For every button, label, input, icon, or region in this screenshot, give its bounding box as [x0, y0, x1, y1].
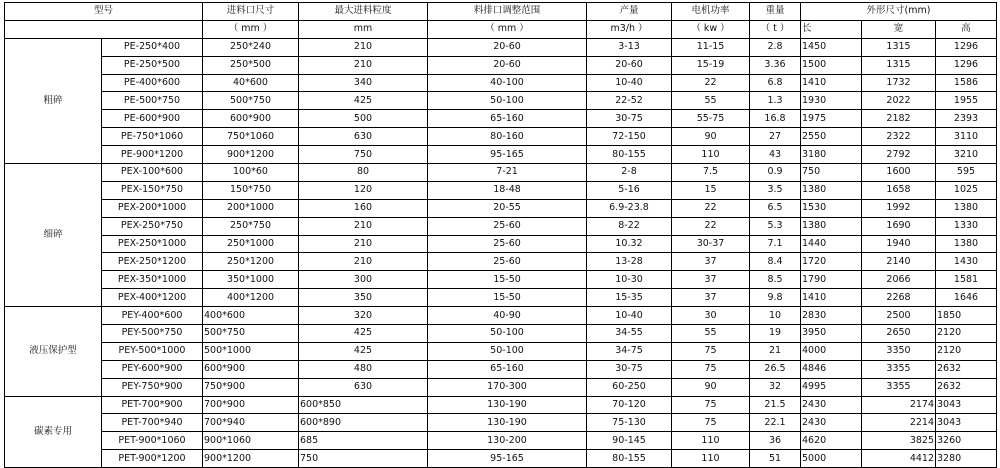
cell-weight: 26.5: [750, 360, 801, 378]
cell-motor-power: 37: [672, 271, 750, 289]
header-model: 型号: [5, 3, 203, 21]
cell-max-feed: 210: [299, 253, 428, 271]
cell-model: PEX-150*750: [102, 181, 203, 199]
cell-model: PET-900*1060: [102, 432, 203, 450]
cell-weight: 10: [750, 307, 801, 325]
cell-height: 1330: [936, 217, 997, 235]
cell-capacity: 10-40: [587, 74, 672, 92]
unit-discharge: （ mm ）: [428, 20, 587, 38]
spec-table: [4, 2, 997, 468]
cell-width: 3355: [862, 360, 936, 378]
cell-width: 2182: [862, 110, 936, 128]
cell-length: 750: [801, 164, 862, 182]
cell-length: 1410: [801, 74, 862, 92]
header-model-blank: [5, 20, 203, 38]
cell-model: PEY-500*750: [102, 325, 203, 343]
cell-length: 2550: [801, 128, 862, 146]
cell-motor-power: 90: [672, 378, 750, 396]
cell-height: 3260: [936, 432, 997, 450]
cell-feed-opening: 250*1200: [203, 253, 299, 271]
cell-length: 1500: [801, 56, 862, 74]
cell-capacity: 60-250: [587, 378, 672, 396]
cell-height: 3110: [936, 128, 997, 146]
table-row: [5, 74, 997, 92]
cell-motor-power: 110: [672, 146, 750, 164]
cell-model: PEX-250*750: [102, 217, 203, 235]
cell-model: PET-700*900: [102, 396, 203, 414]
cell-discharge: 25-60: [428, 217, 587, 235]
cell-model: PE-900*1200: [102, 146, 203, 164]
table-row: [5, 110, 997, 128]
cell-discharge: 65-160: [428, 110, 587, 128]
cell-height: 3210: [936, 146, 997, 164]
cell-motor-power: 15-19: [672, 56, 750, 74]
cell-length: 1975: [801, 110, 862, 128]
cell-length: 4846: [801, 360, 862, 378]
table-row: [5, 360, 997, 378]
cell-capacity: 34-55: [587, 325, 672, 343]
cell-width: 2066: [862, 271, 936, 289]
cell-max-feed: 425: [299, 325, 428, 343]
cell-length: 2830: [801, 307, 862, 325]
cell-capacity: 70-120: [587, 396, 672, 414]
header-row-2: [5, 20, 997, 38]
cell-width: 1600: [862, 164, 936, 182]
cell-length: 2430: [801, 414, 862, 432]
cell-motor-power: 110: [672, 432, 750, 450]
cell-capacity: 22-52: [587, 92, 672, 110]
cell-width: 1690: [862, 217, 936, 235]
cell-height: 2632: [936, 378, 997, 396]
cell-weight: 51: [750, 450, 801, 468]
cell-discharge: 130-190: [428, 414, 587, 432]
cell-max-feed: 210: [299, 38, 428, 56]
header-feed-opening: 进料口尺寸: [203, 3, 299, 21]
cell-capacity: 30-75: [587, 110, 672, 128]
cell-max-feed: 300: [299, 271, 428, 289]
cell-feed-opening: 750*900: [203, 378, 299, 396]
cell-discharge: 130-200: [428, 432, 587, 450]
cell-discharge: 95-165: [428, 450, 587, 468]
cell-weight: 32: [750, 378, 801, 396]
cell-length: 4620: [801, 432, 862, 450]
cell-max-feed: 120: [299, 181, 428, 199]
cell-feed-opening: 100*60: [203, 164, 299, 182]
cell-capacity: 80-155: [587, 146, 672, 164]
cell-max-feed: 750: [299, 146, 428, 164]
cell-motor-power: 110: [672, 450, 750, 468]
cell-discharge: 40-90: [428, 307, 587, 325]
cell-width: 2268: [862, 289, 936, 307]
cell-feed-opening: 600*900: [203, 110, 299, 128]
cell-discharge: 20-60: [428, 38, 587, 56]
group-label: 粗碎: [5, 38, 102, 163]
cell-model: PEX-350*1000: [102, 271, 203, 289]
table-row: [5, 56, 997, 74]
cell-motor-power: 37: [672, 253, 750, 271]
cell-discharge: 15-50: [428, 289, 587, 307]
header-discharge: 料排口调整范围: [428, 3, 587, 21]
unit-height: 高: [936, 20, 997, 38]
cell-width: 2650: [862, 325, 936, 343]
cell-motor-power: 55-75: [672, 110, 750, 128]
table-row: [5, 146, 997, 164]
cell-motor-power: 75: [672, 414, 750, 432]
cell-model: PE-400*600: [102, 74, 203, 92]
cell-length: 1380: [801, 217, 862, 235]
cell-motor-power: 7.5: [672, 164, 750, 182]
cell-feed-opening: 700*940: [203, 414, 299, 432]
cell-height: 1581: [936, 271, 997, 289]
cell-height: 1025: [936, 181, 997, 199]
cell-motor-power: 55: [672, 325, 750, 343]
header-motor-power: 电机功率: [672, 3, 750, 21]
cell-model: PET-900*1200: [102, 450, 203, 468]
cell-weight: 22.1: [750, 414, 801, 432]
cell-height: 1380: [936, 199, 997, 217]
cell-feed-opening: 750*1060: [203, 128, 299, 146]
cell-weight: 36: [750, 432, 801, 450]
cell-feed-opening: 400*600: [203, 307, 299, 325]
cell-weight: 3.36: [750, 56, 801, 74]
table-row: [5, 325, 997, 343]
cell-motor-power: 90: [672, 128, 750, 146]
cell-capacity: 10-30: [587, 271, 672, 289]
table-row: [5, 378, 997, 396]
group-label: 细碎: [5, 164, 102, 307]
cell-discharge: 7-21: [428, 164, 587, 182]
cell-model: PE-600*900: [102, 110, 203, 128]
cell-feed-opening: 250*240: [203, 38, 299, 56]
table-row: [5, 253, 997, 271]
cell-length: 1450: [801, 38, 862, 56]
cell-weight: 9.8: [750, 289, 801, 307]
cell-height: 1955: [936, 92, 997, 110]
table-row: [5, 199, 997, 217]
header-row-1: [5, 3, 997, 21]
cell-motor-power: 75: [672, 342, 750, 360]
table-row: [5, 164, 997, 182]
table-row: [5, 217, 997, 235]
cell-feed-opening: 250*1000: [203, 235, 299, 253]
table-row: [5, 181, 997, 199]
cell-discharge: 20-60: [428, 56, 587, 74]
cell-discharge: 50-100: [428, 92, 587, 110]
cell-max-feed: 600*890: [299, 414, 428, 432]
cell-weight: 0.9: [750, 164, 801, 182]
cell-width: 3350: [862, 342, 936, 360]
cell-discharge: 130-190: [428, 396, 587, 414]
cell-weight: 3.5: [750, 181, 801, 199]
cell-weight: 43: [750, 146, 801, 164]
cell-weight: 7.1: [750, 235, 801, 253]
cell-capacity: 20-60: [587, 56, 672, 74]
cell-length: 2430: [801, 396, 862, 414]
cell-max-feed: 500: [299, 110, 428, 128]
cell-feed-opening: 900*1200: [203, 146, 299, 164]
cell-motor-power: 75: [672, 360, 750, 378]
cell-feed-opening: 150*750: [203, 181, 299, 199]
cell-capacity: 10.32: [587, 235, 672, 253]
cell-motor-power: 37: [672, 289, 750, 307]
cell-length: 4995: [801, 378, 862, 396]
cell-model: PEX-400*1200: [102, 289, 203, 307]
cell-capacity: 3-13: [587, 38, 672, 56]
cell-height: 1296: [936, 38, 997, 56]
table-row: [5, 450, 997, 468]
cell-width: 1315: [862, 38, 936, 56]
cell-model: PET-700*940: [102, 414, 203, 432]
cell-feed-opening: 250*500: [203, 56, 299, 74]
cell-height: 2120: [936, 325, 997, 343]
cell-weight: 8.5: [750, 271, 801, 289]
cell-motor-power: 15: [672, 181, 750, 199]
cell-width: 1732: [862, 74, 936, 92]
cell-height: 3043: [936, 396, 997, 414]
cell-width: 2022: [862, 92, 936, 110]
unit-width: 宽: [862, 20, 936, 38]
cell-weight: 16.8: [750, 110, 801, 128]
cell-capacity: 80-155: [587, 450, 672, 468]
table-row: [5, 235, 997, 253]
cell-feed-opening: 200*1000: [203, 199, 299, 217]
cell-motor-power: 22: [672, 199, 750, 217]
cell-feed-opening: 350*1000: [203, 271, 299, 289]
unit-motor-power: （ kw ）: [672, 20, 750, 38]
cell-weight: 21.5: [750, 396, 801, 414]
cell-width: 2792: [862, 146, 936, 164]
cell-max-feed: 210: [299, 235, 428, 253]
cell-model: PE-750*1060: [102, 128, 203, 146]
cell-motor-power: 11-15: [672, 38, 750, 56]
spec-table-body: [5, 3, 997, 468]
cell-weight: 27: [750, 128, 801, 146]
cell-height: 1646: [936, 289, 997, 307]
cell-width: 3825: [862, 432, 936, 450]
cell-capacity: 30-75: [587, 360, 672, 378]
cell-capacity: 72-150: [587, 128, 672, 146]
cell-feed-opening: 900*1200: [203, 450, 299, 468]
cell-capacity: 15-35: [587, 289, 672, 307]
cell-width: 4412: [862, 450, 936, 468]
cell-max-feed: 480: [299, 360, 428, 378]
cell-discharge: 95-165: [428, 146, 587, 164]
cell-max-feed: 210: [299, 217, 428, 235]
cell-max-feed: 630: [299, 128, 428, 146]
table-row: [5, 38, 997, 56]
cell-discharge: 20-55: [428, 199, 587, 217]
cell-width: 1992: [862, 199, 936, 217]
cell-feed-opening: 900*1060: [203, 432, 299, 450]
cell-length: 1930: [801, 92, 862, 110]
cell-capacity: 34-75: [587, 342, 672, 360]
cell-capacity: 90-145: [587, 432, 672, 450]
cell-discharge: 40-100: [428, 74, 587, 92]
cell-weight: 21: [750, 342, 801, 360]
cell-max-feed: 340: [299, 74, 428, 92]
cell-model: PEX-200*1000: [102, 199, 203, 217]
cell-model: PEX-100*600: [102, 164, 203, 182]
cell-length: 1410: [801, 289, 862, 307]
cell-height: 1430: [936, 253, 997, 271]
cell-length: 1380: [801, 181, 862, 199]
cell-feed-opening: 400*1200: [203, 289, 299, 307]
cell-height: 595: [936, 164, 997, 182]
cell-height: 2393: [936, 110, 997, 128]
cell-length: 1790: [801, 271, 862, 289]
cell-length: 1440: [801, 235, 862, 253]
cell-weight: 1.3: [750, 92, 801, 110]
cell-feed-opening: 500*1000: [203, 342, 299, 360]
cell-weight: 5.3: [750, 217, 801, 235]
unit-max-feed: mm: [299, 20, 428, 38]
cell-model: PEY-750*900: [102, 378, 203, 396]
cell-max-feed: 320: [299, 307, 428, 325]
cell-feed-opening: 500*750: [203, 92, 299, 110]
cell-max-feed: 600*850: [299, 396, 428, 414]
header-weight: 重量: [750, 3, 801, 21]
cell-discharge: 80-160: [428, 128, 587, 146]
table-row: [5, 307, 997, 325]
cell-feed-opening: 600*900: [203, 360, 299, 378]
cell-width: 2322: [862, 128, 936, 146]
cell-max-feed: 350: [299, 289, 428, 307]
cell-motor-power: 22: [672, 74, 750, 92]
cell-max-feed: 685: [299, 432, 428, 450]
unit-capacity: m3/h ）: [587, 20, 672, 38]
cell-max-feed: 80: [299, 164, 428, 182]
cell-height: 3043: [936, 414, 997, 432]
cell-discharge: 15-50: [428, 271, 587, 289]
unit-feed-opening: （ mm ）: [203, 20, 299, 38]
cell-model: PE-250*400: [102, 38, 203, 56]
cell-weight: 6.5: [750, 199, 801, 217]
cell-max-feed: 630: [299, 378, 428, 396]
cell-max-feed: 425: [299, 92, 428, 110]
cell-length: 5000: [801, 450, 862, 468]
header-max-feed: 最大进料粒度: [299, 3, 428, 21]
cell-width: 2140: [862, 253, 936, 271]
cell-model: PEY-400*600: [102, 307, 203, 325]
table-row: [5, 289, 997, 307]
cell-length: 4000: [801, 342, 862, 360]
cell-discharge: 50-100: [428, 342, 587, 360]
cell-feed-opening: 500*750: [203, 325, 299, 343]
cell-capacity: 2-8: [587, 164, 672, 182]
cell-width: 2214: [862, 414, 936, 432]
table-row: [5, 432, 997, 450]
cell-width: 1315: [862, 56, 936, 74]
unit-length: 长: [801, 20, 862, 38]
cell-height: 2632: [936, 360, 997, 378]
cell-width: 2500: [862, 307, 936, 325]
cell-discharge: 50-100: [428, 325, 587, 343]
cell-width: 3355: [862, 378, 936, 396]
cell-capacity: 75-130: [587, 414, 672, 432]
cell-model: PEY-500*1000: [102, 342, 203, 360]
cell-discharge: 65-160: [428, 360, 587, 378]
cell-model: PE-500*750: [102, 92, 203, 110]
group-label: 液压保护型: [5, 307, 102, 396]
cell-feed-opening: 700*900: [203, 396, 299, 414]
cell-max-feed: 425: [299, 342, 428, 360]
cell-height: 1380: [936, 235, 997, 253]
cell-weight: 6.8: [750, 74, 801, 92]
cell-capacity: 10-40: [587, 307, 672, 325]
cell-model: PEX-250*1200: [102, 253, 203, 271]
cell-capacity: 8-22: [587, 217, 672, 235]
cell-motor-power: 55: [672, 92, 750, 110]
cell-capacity: 6.9-23.8: [587, 199, 672, 217]
cell-model: PEX-250*1000: [102, 235, 203, 253]
table-row: [5, 92, 997, 110]
table-row: [5, 342, 997, 360]
cell-capacity: 5-16: [587, 181, 672, 199]
cell-height: 2120: [936, 342, 997, 360]
table-row: [5, 271, 997, 289]
table-row: [5, 128, 997, 146]
cell-width: 2174: [862, 396, 936, 414]
cell-weight: 8.4: [750, 253, 801, 271]
cell-length: 1530: [801, 199, 862, 217]
cell-feed-opening: 250*750: [203, 217, 299, 235]
cell-model: PE-250*500: [102, 56, 203, 74]
cell-length: 3180: [801, 146, 862, 164]
cell-motor-power: 22: [672, 217, 750, 235]
cell-length: 3950: [801, 325, 862, 343]
cell-height: 1296: [936, 56, 997, 74]
cell-max-feed: 210: [299, 56, 428, 74]
cell-motor-power: 30-37: [672, 235, 750, 253]
cell-model: PEY-600*900: [102, 360, 203, 378]
group-label: 碳素专用: [5, 396, 102, 468]
cell-motor-power: 30: [672, 307, 750, 325]
cell-max-feed: 160: [299, 199, 428, 217]
cell-height: 3280: [936, 450, 997, 468]
cell-height: 1850: [936, 307, 997, 325]
cell-discharge: 170-300: [428, 378, 587, 396]
cell-width: 1658: [862, 181, 936, 199]
cell-capacity: 13-28: [587, 253, 672, 271]
cell-weight: 19: [750, 325, 801, 343]
table-row: [5, 396, 997, 414]
cell-discharge: 25-60: [428, 253, 587, 271]
cell-motor-power: 75: [672, 396, 750, 414]
cell-max-feed: 750: [299, 450, 428, 468]
unit-weight: （ t ）: [750, 20, 801, 38]
cell-length: 1720: [801, 253, 862, 271]
header-dimensions: 外形尺寸(mm): [801, 3, 997, 21]
cell-discharge: 25-60: [428, 235, 587, 253]
cell-width: 1940: [862, 235, 936, 253]
header-capacity: 产量: [587, 3, 672, 21]
cell-feed-opening: 40*600: [203, 74, 299, 92]
cell-height: 1586: [936, 74, 997, 92]
cell-weight: 2.8: [750, 38, 801, 56]
cell-discharge: 18-48: [428, 181, 587, 199]
table-row: [5, 414, 997, 432]
